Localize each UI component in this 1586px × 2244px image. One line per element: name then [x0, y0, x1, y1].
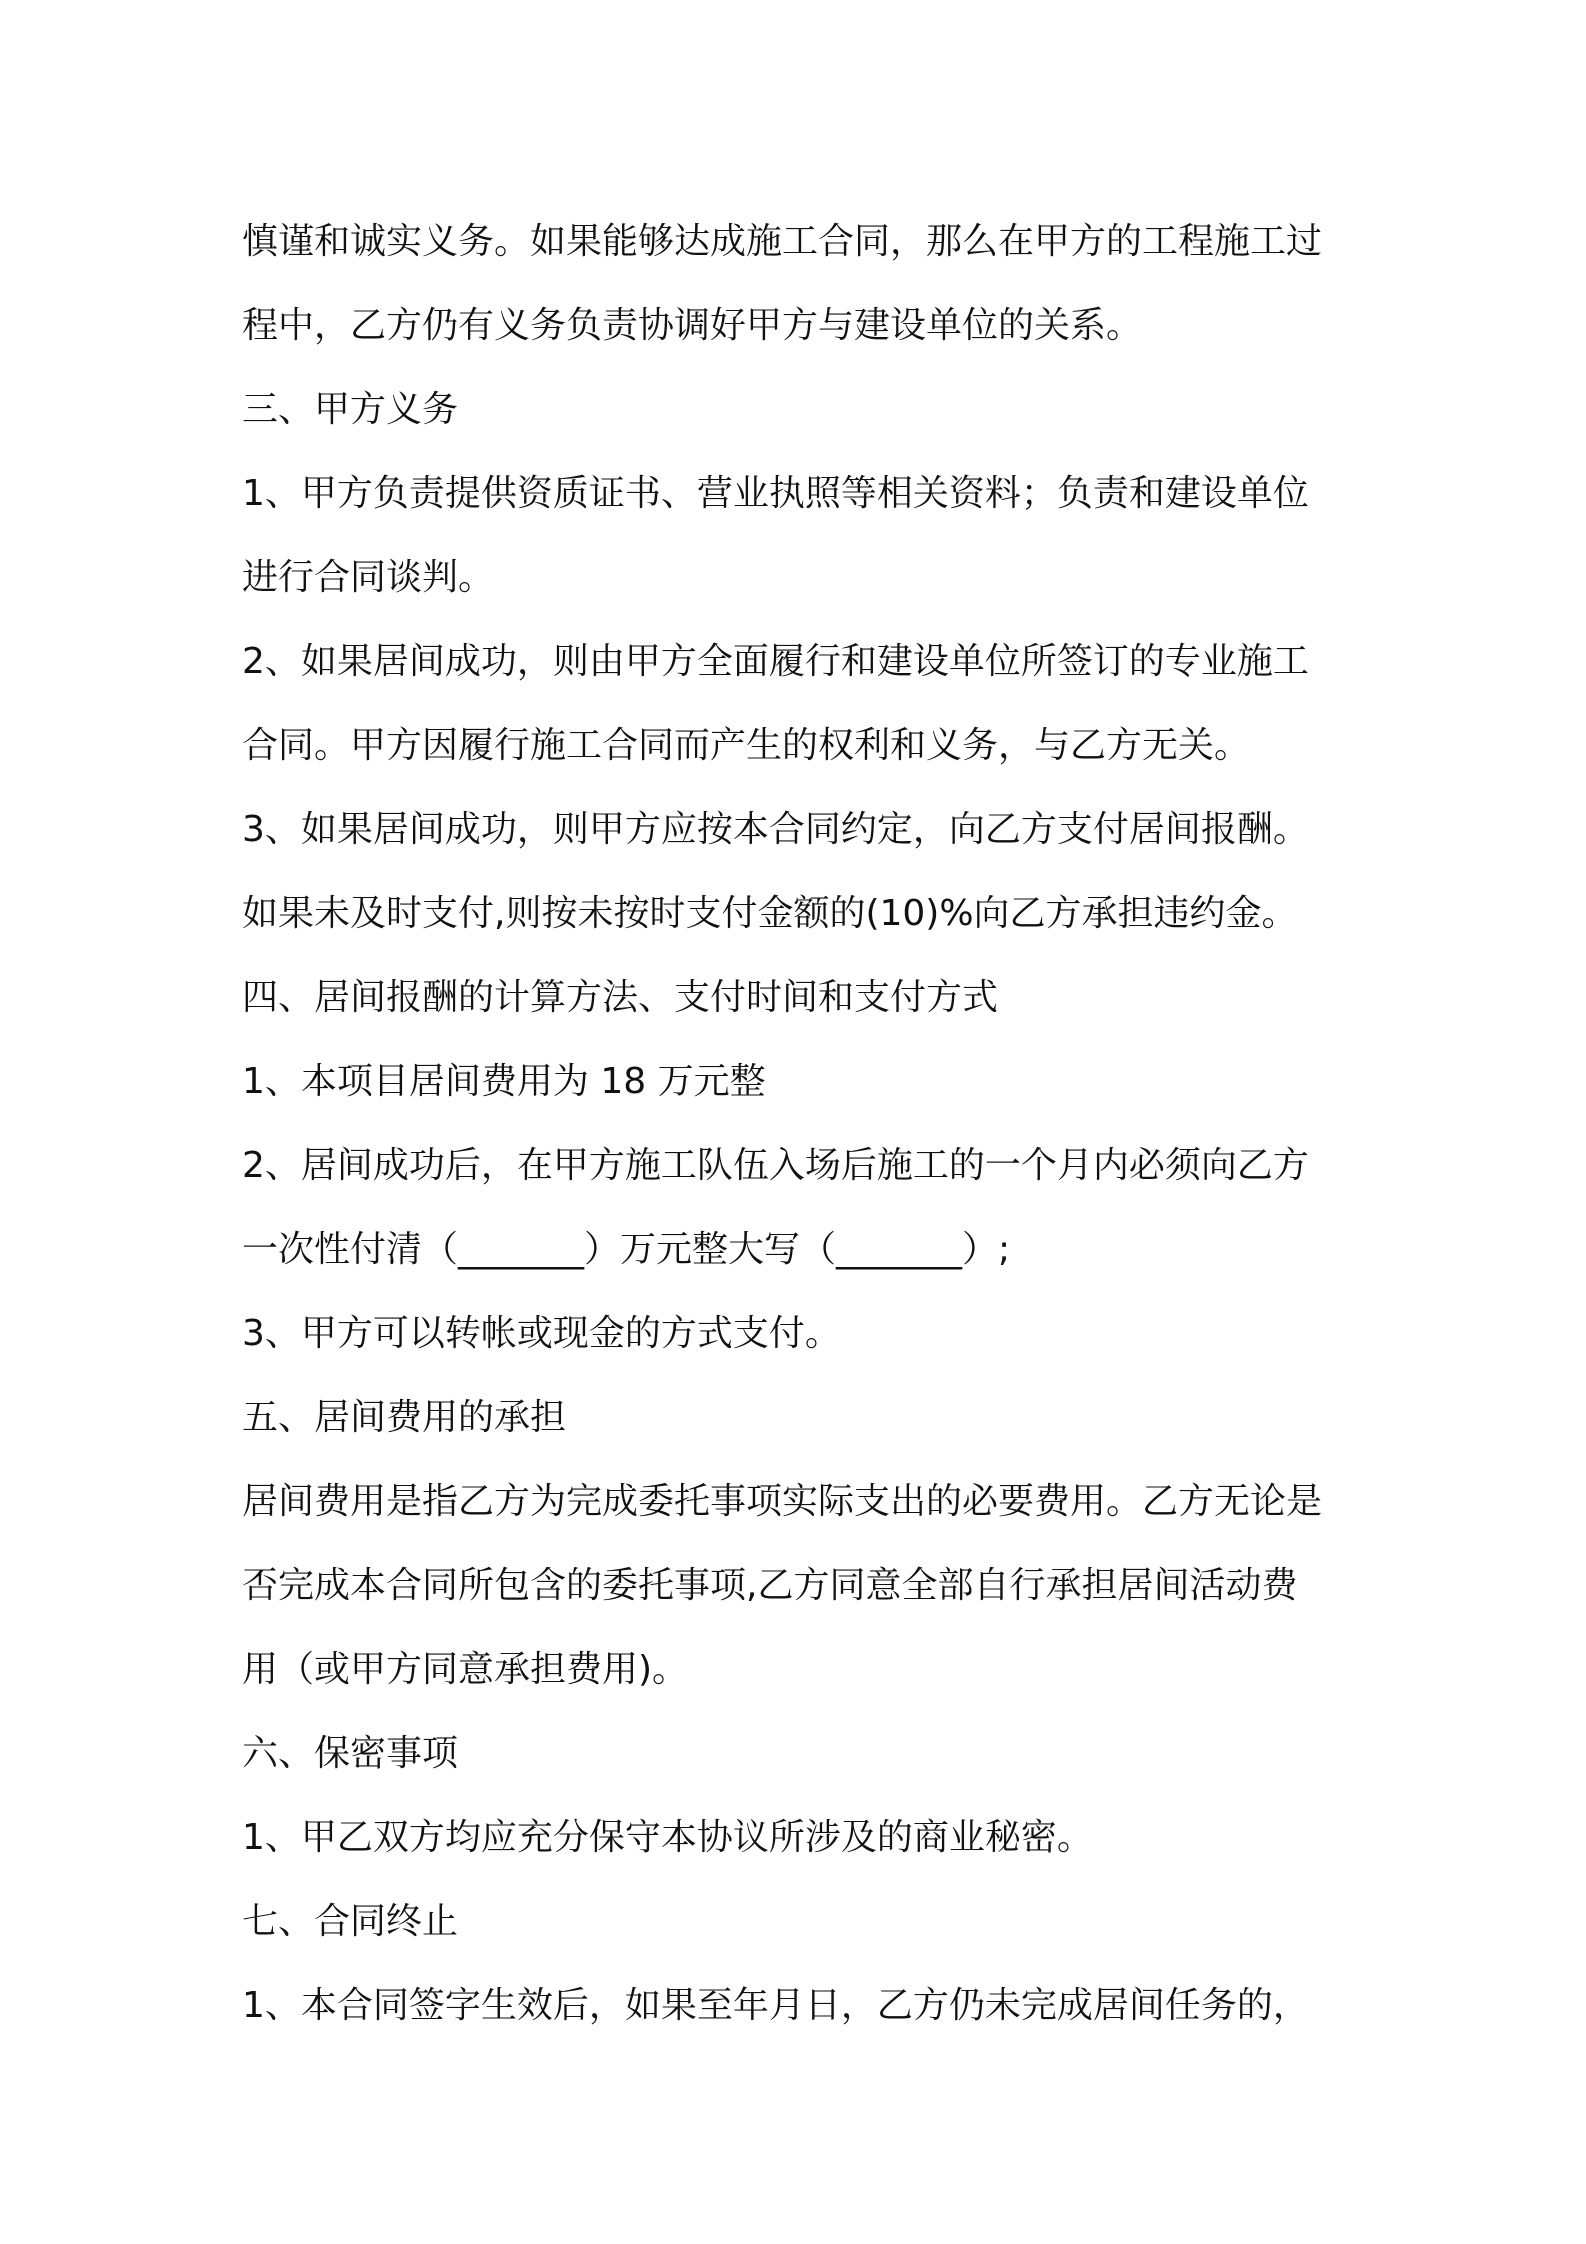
- section-heading: 七、合同终止: [242, 1901, 459, 1942]
- text-line: 进行合同谈判。: [242, 557, 495, 598]
- text-line: 程中，乙方仍有义务负责协调好甲方与建设单位的关系。: [242, 305, 1143, 346]
- text-line: 居间费用是指乙方为完成委托事项实际支出的必要费用。乙方无论是: [242, 1481, 1323, 1522]
- section-heading: 五、居间费用的承担: [242, 1397, 567, 1438]
- text-line: 合同。甲方因履行施工合同而产生的权利和义务，与乙方无关。: [242, 725, 1251, 766]
- text-line: 3、甲方可以转帐或现金的方式支付。: [242, 1313, 841, 1354]
- section-heading: 四、居间报酬的计算方法、支付时间和支付方式: [242, 977, 999, 1018]
- text-line: 1、本合同签字生效后，如果至年月日，乙方仍未完成居间任务的，: [242, 1985, 1309, 2026]
- text-line: 2、如果居间成功，则由甲方全面履行和建设单位所签订的专业施工: [242, 641, 1309, 682]
- text-line: 1、本项目居间费用为 18 万元整: [242, 1061, 766, 1102]
- text-line: 如果未及时支付,则按未按时支付金额的(10)%向乙方承担违约金。: [242, 893, 1298, 934]
- section-heading: 六、保密事项: [242, 1733, 459, 1774]
- text-line: 1、甲乙双方均应充分保守本协议所涉及的商业秘密。: [242, 1817, 1093, 1858]
- text-line: 1、甲方负责提供资质证书、营业执照等相关资料；负责和建设单位: [242, 473, 1309, 514]
- text-line: 否完成本合同所包含的委托事项,乙方同意全部自行承担居间活动费: [242, 1565, 1298, 1606]
- text-line: 用（或甲方同意承担费用)。: [242, 1649, 689, 1690]
- document-body: [242, 200, 1362, 2048]
- text-line: 2、居间成功后，在甲方施工队伍入场后施工的一个月内必须向乙方: [242, 1145, 1309, 1186]
- text-line: 慎谨和诚实义务。如果能够达成施工合同，那么在甲方的工程施工过: [242, 221, 1323, 262]
- section-heading: 三、甲方义务: [242, 389, 459, 430]
- text-line: 一次性付清（_______）万元整大写（_______）;: [242, 1229, 1011, 1270]
- text-line: 3、如果居间成功，则甲方应按本合同约定，向乙方支付居间报酬。: [242, 809, 1309, 850]
